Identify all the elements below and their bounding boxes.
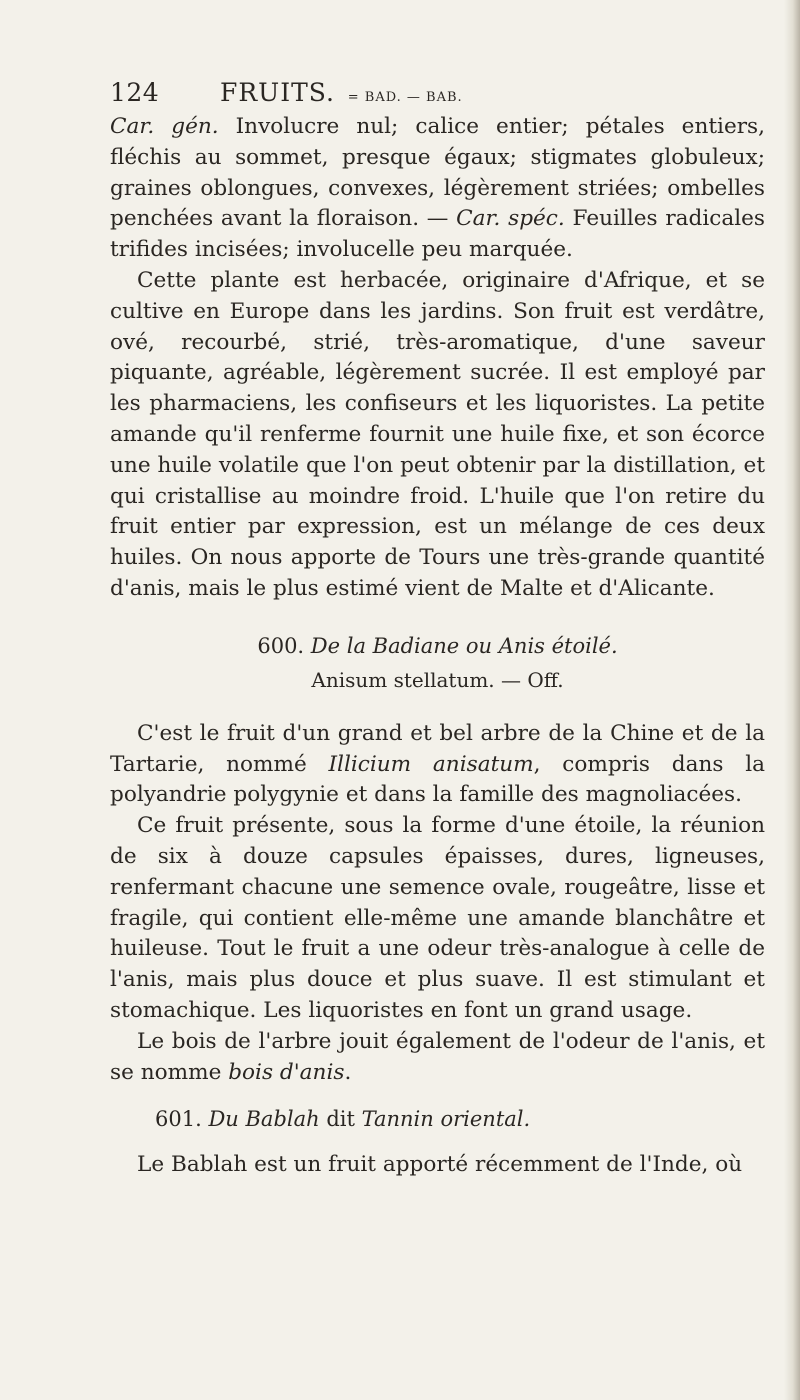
running-header [110,78,610,108]
page-body [110,112,765,1181]
section-601-title-b: Tannin oriental. [361,1107,531,1132]
section-601-heading [110,1104,765,1134]
page-edge-shadow [784,0,800,1400]
section-600-number: 600. [257,633,305,658]
header-title: FRUITS. [219,78,335,107]
badiane-paragraph-2: Ce fruit présente, sous la forme d'une étoile, la réunion de six à douze capsules épaisses, dures, ligneuses, renfermant chacune une semence ovale, rougeâtre, lisse et fragile, qui contient elle-même une amande blanchâtre et huileuse. Tout le fruit a une odeur très-analogue à celle de l'anis, mais plus douce et plus suave. Il est stimulant et stomachique. Les liquoristes en font un grand usage. [110,813,765,1023]
badiane-p3-after: . [344,1059,352,1085]
section-601-number: 601. [155,1107,202,1132]
badiane-p3-before: Le bois de l'arbre jouit également de l'odeur de l'anis, et se nomme [110,1028,765,1085]
bablah-paragraph-1: Le Bablah est un fruit apporté récemment de l'Inde, où [137,1152,743,1178]
bois-d-anis: bois d'anis [228,1059,345,1085]
section-601-title-a: Du Bablah [208,1107,320,1132]
char-gen-label: Car. gén. [110,114,219,139]
section-600-title: De la Badiane ou Anis étoilé. [310,633,618,658]
anis-description-paragraph: Cette plante est herbacée, originaire d'Afrique, et se cultive en Europe dans les jardins. Son fruit est verdâtre, ové, recourbé, strié, très-aromatique, d'une saveur piquante, agréable, légèrement sucrée. Il est employé par les pharmaciens, les confiseurs et les liquoristes. La petite amande qu'il renferme fournit une huile fixe, et son écorce une huile volatile que l'on peut obtenir par la distillation, et qui cristallise au moindre froid. L'huile que l'on retire du fruit entier par expression, est un mélange de ces deux huiles. On nous apporte de Tours une très-grande quantité d'anis, mais le plus estimé vient de Malte et d'Alicante. [110,267,765,601]
header-range: = BAD. — BAB. [347,90,463,105]
section-601-title-mid: dit [319,1107,362,1132]
characters-paragraph [110,112,765,266]
char-spec-label: Car. spéc. [456,206,565,232]
badiane-paragraph-3 [110,1027,765,1089]
badiane-paragraph-1 [110,719,765,811]
char-gen-text: Involucre nul; calice entier; pétales entiers, fléchis au sommet, presque égaux; stigmates globuleux; graines oblongues, convexes, légèrement striées; ombelles penchées avant la floraison. — [110,114,765,232]
badiane-p1-after: , compris dans la polyandrie polygynie et dans la famille des magnoliacées. [110,751,765,808]
badiane-latin-name: Illicium anisatum [328,751,534,777]
badiane-p1-before: C'est le fruit d'un grand et bel arbre de la Chine et de la Tartarie, nommé [110,720,765,777]
char-spec-text: Feuilles radicales trifides incisées; involucelle peu marquée. [110,206,765,263]
page-number: 124 [110,78,160,107]
section-600-subtitle: Anisum stellatum. — Off. [311,667,564,692]
section-600-heading [110,631,765,661]
